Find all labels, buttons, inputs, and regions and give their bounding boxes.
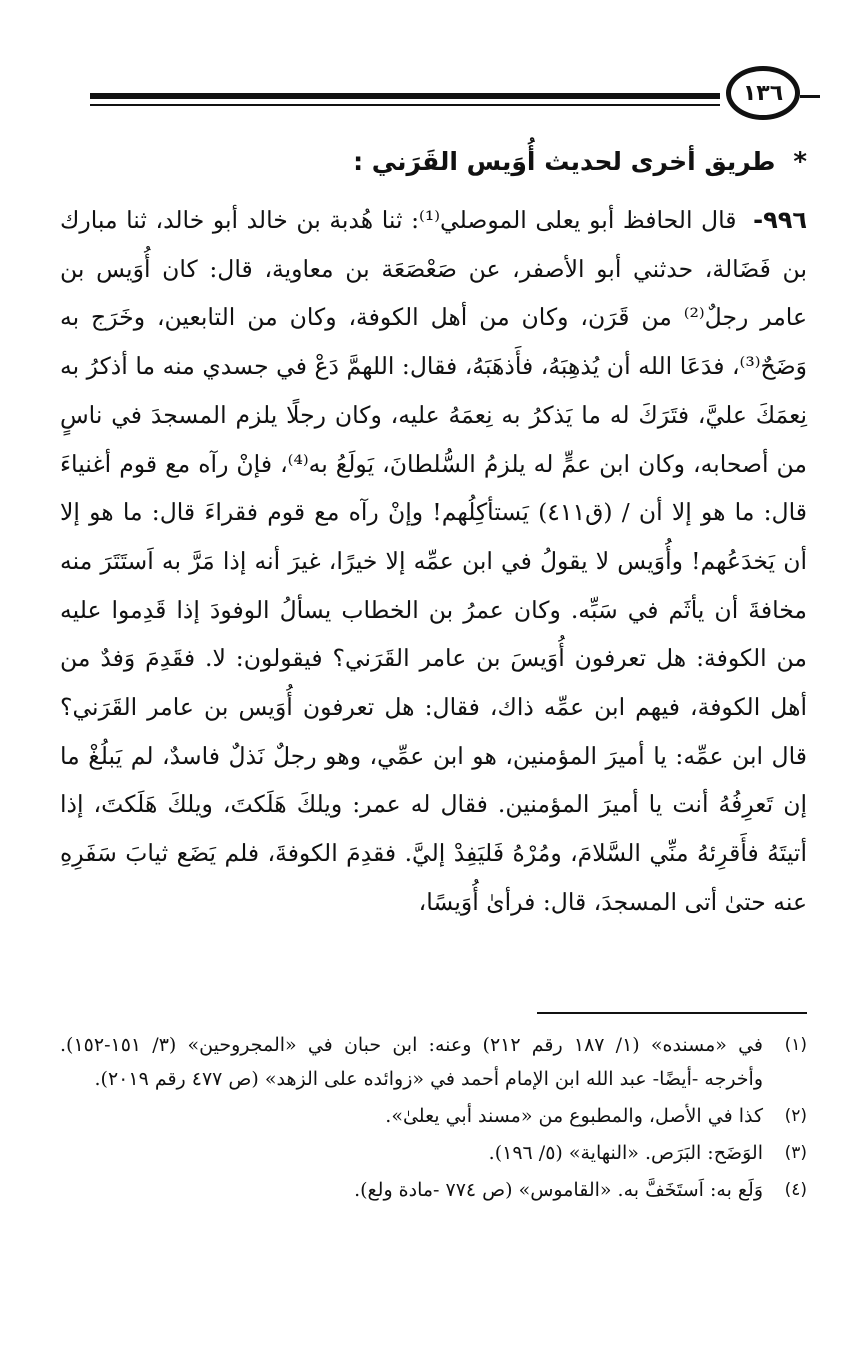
hadith-text: قال الحافظ أبو يعلى الموصلي⁽¹⁾: ثنا هُدبة بن خالد أبو خالد، ثنا مبارك بن فَضَالة، حدثني أبو الأصفر، عن صَعْصَعَة بن معاوية، قال: كان أُوَيس بن عامر رجلٌ⁽²⁾ من قَرَن، وكان من أهل الكوفة، وكان من التابعين، وخَرَج به وَضَحٌ⁽³⁾، فدَعَا الله أن يُذهِبَهُ، فأَذهَبَهُ، فقال: اللهمَّ دَعْ في جسدي منه ما أذكرُ به نِعمَكَ عليَّ، فتَرَكَ له ما يَذكرُ به نِعمَهُ عليه، وكان رجلًا يلزم المسجدَ في ناسٍ من أصحابه، وكان ابن عمٍّ له يلزمُ السُّلطانَ، يَولَعُ به⁽⁴⁾، فإنْ رآه مع قوم أغنياءَ قال: ما هو إلا أن / (ق٤١١) يَستأكِلُهم! وإنْ رآه مع قوم فقراءَ قال: ما هو إلا أن يَخدَعُهم! وأُوَيس لا يقولُ في ابن عمِّه إلا خيرًا، غيرَ أنه إذا مَرَّ به اَستَتَرَ منه مخافةَ أن يأثَم في سَبِّه. وكان عمرُ بن الخطاب يسألُ الوفودَ إذا قَدِموا عليه من الكوفة: هل تعرفون أُوَيسَ بن عامر القَرَني؟ فيقولون: لا. فقَدِمَ وَفدٌ من أهل الكوفة، فيهم ابن عمِّه ذاك، فقال: هل تعرفون أُوَيس بن عامر القَرَني؟ قال ابن عمِّه: يا أميرَ المؤمنين، هو ابن عمِّي، وهو رجلٌ نَذلٌ فاسدٌ، لم يَبلُغْ ما إن تَعرِفُهُ أنت يا أميرَ المؤمنين. فقال له عمر: ويلكَ هَلَكتَ، ويلكَ هَلَكتَ، إذا أتيتَهُ فأَقرِئهُ منِّي السَّلامَ، ومُرْهُ فَليَفِدْ إليَّ. فقدِمَ الكوفةَ، فلم يَضَع ثيابَ سَفَرِهِ عنه حتىٰ أتى المسجدَ، قال: فرأىٰ أُوَيسًا، (60, 206, 808, 916)
footnote-marker: (٢) (784, 1106, 807, 1126)
page-number: ١٣٦ (726, 66, 800, 120)
footnote-2 (60, 1099, 807, 1133)
footnote-marker: (١) (784, 1035, 807, 1055)
footnote-4 (60, 1173, 807, 1207)
footnote-text: الوَضَح: البَرَص. «النهاية» (٥/ ١٩٦). (488, 1142, 763, 1164)
page-header (90, 66, 820, 126)
footnote-marker: (٤) (784, 1180, 807, 1200)
header-rule-right (800, 95, 820, 98)
footnote-text: كذا في الأصل، والمطبوع من «مسند أبي يعلىٰ». (385, 1105, 763, 1127)
footnote-text: في «مسنده» (١/ ١٨٧ رقم ٢١٢) وعنه: ابن حبان في «المجروحين» (٣/ ١٥١-١٥٢). وأخرجه -أيضًا- عبد الله ابن الإمام أحمد في «زوائده على الزهد» (ص ٤٧٧ رقم ٢٠١٩). (60, 1034, 763, 1090)
footnote-marker: (٣) (784, 1143, 807, 1163)
footnote-3 (60, 1136, 807, 1170)
footnote-divider (537, 1012, 807, 1014)
footnote-text: وَلَع به: اَستَخَفَّ به. «القاموس» (ص ٧٧٤ -مادة ولع). (354, 1179, 763, 1201)
hadith-number: ٩٩٦- (753, 206, 808, 234)
hadith-body (60, 196, 807, 927)
section-title (80, 142, 807, 182)
footnote-1 (60, 1028, 807, 1096)
section-title-text: طريق أخرى لحديث أُوَيس القَرَني : (353, 147, 776, 176)
footnotes (60, 1028, 807, 1210)
header-rule-thick (90, 93, 720, 99)
header-rule-thin (90, 104, 720, 106)
section-marker: * (793, 147, 807, 177)
